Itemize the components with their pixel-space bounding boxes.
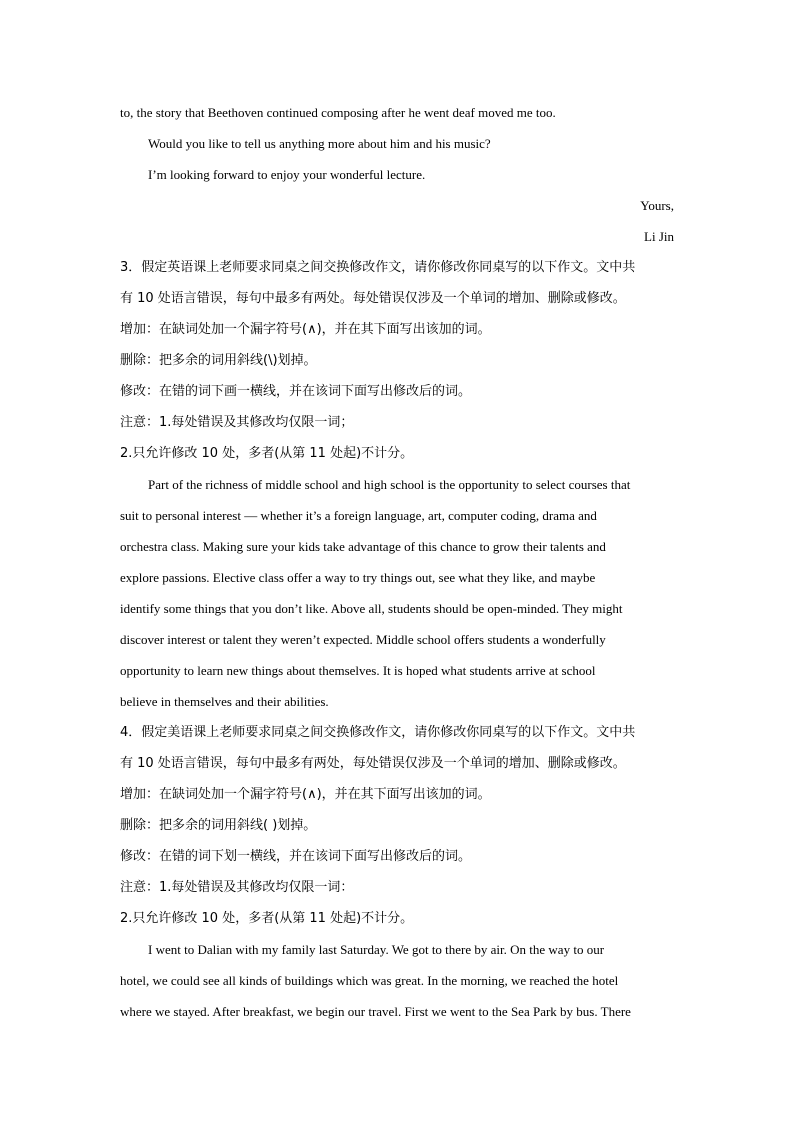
passage-3-line: suit to personal interest — whether it’s a foreign language, art, computer coding, drama and [120, 508, 597, 523]
passage-3-line: orchestra class. Making sure your kids take advantage of this chance to grow their talents and [120, 539, 606, 554]
letter-signature: Li Jin [644, 229, 674, 244]
question-3-note-2: 2.只允许修改 10 处，多者(从第 11 处起)不计分。 [120, 446, 414, 461]
passage-3-line: identify some things that you don’t like. Above all, students should be open-minded. They might [120, 601, 623, 616]
question-4-modify-rule: 修改：在错的词下划一横线，并在该词下面写出修改后的词。 [120, 849, 472, 864]
question-4-note-1: 注意：1.每处错误及其修改均仅限一词： [120, 880, 354, 895]
question-3-delete-rule: 删除：把多余的词用斜线(\)划掉。 [120, 353, 317, 368]
letter-line: Would you like to tell us anything more about him and his music? [148, 136, 491, 151]
question-4-note-2: 2.只允许修改 10 处，多者(从第 11 处起)不计分。 [120, 911, 414, 926]
question-3-modify-rule: 修改：在错的词下画一横线，并在该词下面写出修改后的词。 [120, 384, 472, 399]
letter-line: I’m looking forward to enjoy your wonderful lecture. [148, 167, 426, 182]
question-4-add-rule: 增加：在缺词处加一个漏字符号(∧)，并在其下面写出该加的词。 [120, 787, 491, 802]
question-3-heading: 3．假定英语课上老师要求同桌之间交换修改作文，请你修改你同桌写的以下作文。文中共 [120, 260, 636, 275]
question-4-delete-rule: 删除：把多余的词用斜线( )划掉。 [120, 818, 317, 833]
passage-4-line: where we stayed. After breakfast, we begin our travel. First we went to the Sea Park by bus. There [120, 1004, 631, 1019]
passage-3-line: explore passions. Elective class offer a way to try things out, see what they like, and maybe [120, 570, 596, 585]
question-3-add-rule: 增加：在缺词处加一个漏字符号(∧)，并在其下面写出该加的词。 [120, 322, 491, 337]
letter-closing: Yours, [640, 198, 674, 213]
passage-3-line: opportunity to learn new things about themselves. It is hoped what students arrive at school [120, 663, 596, 678]
passage-3-line: believe in themselves and their abilities. [120, 694, 329, 709]
letter-line: to, the story that Beethoven continued composing after he went deaf moved me too. [120, 105, 556, 120]
document-page [120, 97, 674, 1027]
question-4-instruction: 有 10 处语言错误，每句中最多有两处，每处错误仅涉及一个单词的增加、删除或修改。 [120, 756, 626, 771]
question-4-heading: 4．假定美语课上老师要求同桌之间交换修改作文，请你修改你同桌写的以下作文。文中共 [120, 725, 636, 740]
passage-4-line: I went to Dalian with my family last Saturday. We got to there by air. On the way to our [148, 942, 605, 957]
question-3-note-1: 注意：1.每处错误及其修改均仅限一词； [120, 415, 354, 430]
passage-3-line: Part of the richness of middle school and high school is the opportunity to select courses that [148, 477, 631, 492]
passage-4-line: hotel, we could see all kinds of buildings which was great. In the morning, we reached the hotel [120, 973, 619, 988]
passage-3-line: discover interest or talent they weren’t expected. Middle school offers students a wonderfully [120, 632, 606, 647]
question-3-instruction: 有 10 处语言错误，每句中最多有两处。每处错误仅涉及一个单词的增加、删除或修改。 [120, 291, 626, 306]
